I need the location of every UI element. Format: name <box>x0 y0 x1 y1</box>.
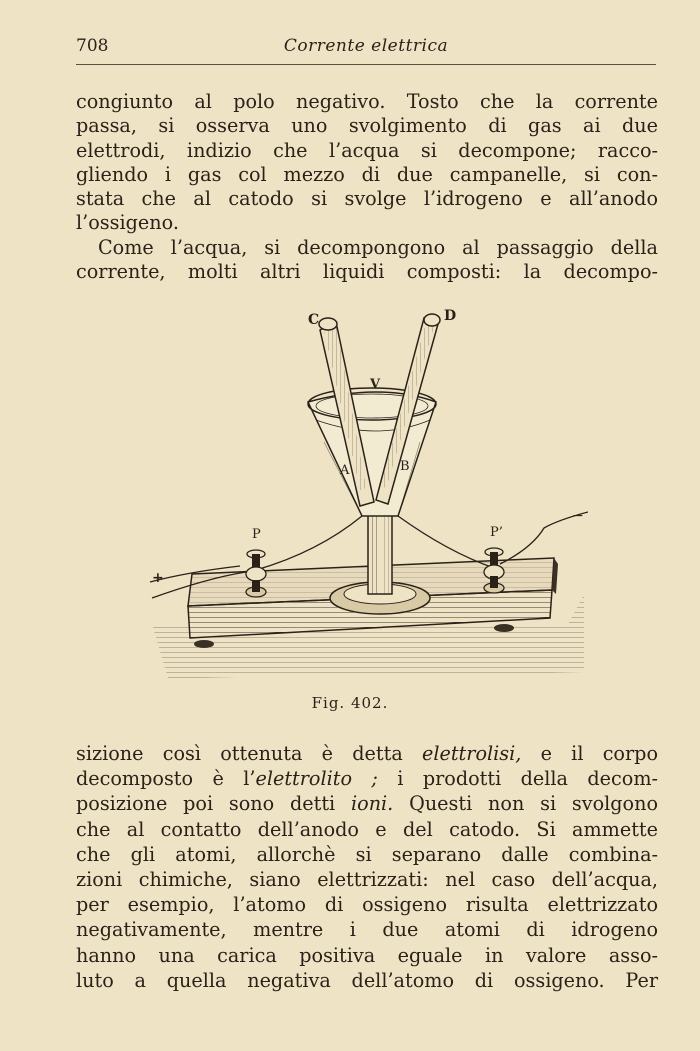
text-line: corrente, molti altri liquidi composti: la decompo- <box>76 260 658 284</box>
text-line: gliendo i gas col mezzo di due campanelle, si con- <box>76 162 658 186</box>
text-run: Questi non si svolgono <box>393 792 658 816</box>
running-head <box>76 36 656 60</box>
text-line: per esempio, l’atomo di ossigeno risulta elettrizzato <box>76 893 658 917</box>
label-b: B <box>400 459 410 474</box>
term-elettrolito: elettrolito ; <box>255 767 378 791</box>
text-line: elettrodi, indizio che l’acqua si decompone; racco- <box>76 138 658 162</box>
bottom-text-block <box>76 741 658 993</box>
figure-caption: Fig. 402. <box>311 694 389 712</box>
label-v: V <box>370 377 381 392</box>
text-line: che gli atomi, allorchè si separano dalle combina- <box>76 842 658 866</box>
text-run: e il corpo <box>521 742 658 765</box>
text-line <box>76 766 658 791</box>
label-p-prime: P’ <box>490 525 503 540</box>
text-line: luto a quella negativa dell’atomo di ossigeno. Per <box>76 968 658 992</box>
text-line <box>76 741 658 766</box>
running-title: Corrente elettrica <box>283 36 449 56</box>
label-p: P <box>252 527 261 542</box>
page-number: 708 <box>76 36 109 56</box>
text-line: congiunto al polo negativo. Tosto che la corrente <box>76 90 658 113</box>
text-line: passa, si osserva uno svolgimento di gas ai due <box>76 114 658 138</box>
top-text-block <box>76 90 658 284</box>
stand-stem <box>368 514 392 594</box>
text-run: decomposto è l’ <box>76 767 256 791</box>
label-d: D <box>444 308 457 324</box>
paragraph-2 <box>76 236 658 285</box>
text-line: l’ossigeno. <box>76 211 179 235</box>
text-run: i prodotti della decom- <box>377 767 659 791</box>
text-line: hanno una carica positiva eguale in valore asso- <box>76 943 658 967</box>
label-c: C <box>308 312 320 328</box>
text-line: zioni chimiche, siano elettrizzati: nel caso dell’acqua, <box>76 868 658 892</box>
electrolysis-apparatus-figure <box>148 302 588 680</box>
paragraph-1 <box>76 90 658 236</box>
label-plus: + <box>152 570 164 586</box>
text-line: negativamente, mentre i due atomi di idrogeno <box>76 918 658 942</box>
text-line: Come l’acqua, si decompongono al passaggio della <box>98 235 658 259</box>
term-ioni: ioni. <box>351 792 394 816</box>
text-run: sizione così ottenuta è detta <box>76 742 422 765</box>
terminal-p <box>246 550 266 597</box>
header-rule <box>76 64 656 65</box>
text-line <box>76 791 658 816</box>
label-a: A <box>340 463 350 478</box>
term-elettrolisi: elettrolisi, <box>422 742 522 765</box>
text-run: posizione poi sono detti <box>76 792 351 816</box>
paragraph-3 <box>76 741 658 993</box>
text-line: stata che al catodo si svolge l’idrogeno e all’anodo <box>76 187 658 211</box>
text-line: che al contatto dell’anodo e del catodo. Si ammette <box>76 817 658 841</box>
label-minus: − <box>572 508 584 524</box>
terminal-p-prime <box>484 548 504 593</box>
